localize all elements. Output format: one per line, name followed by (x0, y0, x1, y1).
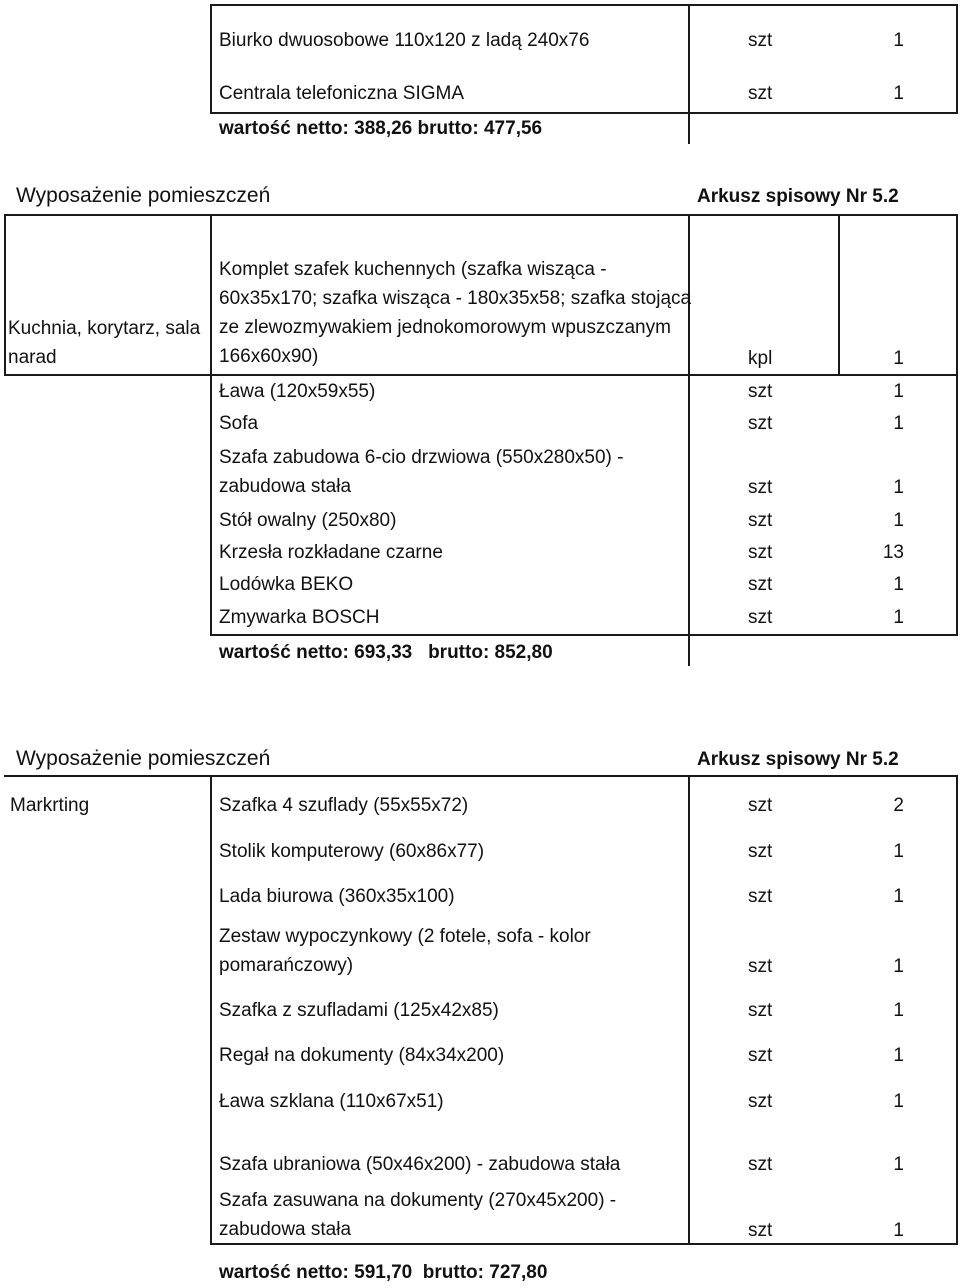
item-unit: szt (748, 1045, 773, 1066)
grid-line (4, 775, 958, 777)
grid-line (210, 4, 958, 6)
item-qty: 1 (893, 477, 904, 498)
item-unit: szt (748, 510, 773, 531)
item-qty: 1 (893, 607, 904, 628)
item-name: Centrala telefoniczna SIGMA (219, 83, 465, 104)
item-unit: szt (748, 381, 773, 402)
item-unit: szt (748, 413, 773, 434)
item-qty: 1 (893, 1091, 904, 1112)
item-name: Zestaw wypoczynkowy (2 fotele, sofa - kolor pomarańczowy) (219, 926, 591, 976)
item-name: Zmywarka BOSCH (219, 607, 380, 628)
item-unit: szt (748, 1091, 773, 1112)
item-qty: 1 (893, 841, 904, 862)
grid-line (210, 634, 958, 636)
item-name: Sofa (219, 413, 259, 434)
item-qty: 1 (893, 574, 904, 595)
item-name: Krzesła rozkładane czarne (219, 542, 443, 563)
item-name: Szafka 4 szuflady (55x55x72) (219, 795, 469, 816)
item-unit: szt (748, 956, 773, 977)
item-name: Ława szklana (110x67x51) (219, 1091, 444, 1112)
item-name: Biurko dwuosobowe 110x120 z ladą 240x76 (219, 30, 590, 51)
room-name: Kuchnia, korytarz, sala narad (8, 318, 201, 368)
item-name: Komplet szafek kuchennych (szafka wisząca - 60x35x170; szafka wisząca - 180x35x58; szafka stojąca ze zlewozmywakiem jednokomorowym wpuszczanym 166x60x90) (219, 259, 692, 367)
item-qty: 1 (893, 956, 904, 977)
sheet-number: Arkusz spisowy Nr 5.2 (697, 186, 899, 207)
item-qty: 1 (893, 348, 904, 369)
item-qty: 1 (893, 1045, 904, 1066)
item-qty: 1 (893, 886, 904, 907)
item-qty: 1 (893, 1220, 904, 1241)
grid-line (210, 214, 212, 636)
item-name: Szafka z szufladami (125x42x85) (219, 1000, 499, 1021)
item-unit: szt (748, 477, 773, 498)
grid-line (4, 214, 958, 216)
item-qty: 13 (882, 542, 904, 563)
item-qty: 1 (893, 1000, 904, 1021)
grid-line (838, 214, 840, 376)
item-unit: szt (748, 83, 773, 104)
grid-line (956, 775, 958, 1245)
item-qty: 1 (893, 381, 904, 402)
item-qty: 1 (893, 1154, 904, 1175)
item-name: Lodówka BEKO (219, 574, 354, 595)
item-unit: szt (748, 30, 773, 51)
item-unit: szt (748, 886, 773, 907)
item-unit: szt (748, 542, 773, 563)
item-name: Regał na dokumenty (84x34x200) (219, 1045, 505, 1066)
item-qty: 1 (893, 413, 904, 434)
item-unit: szt (748, 1154, 773, 1175)
grid-line (4, 214, 6, 376)
section-title: Wyposażenie pomieszczeń (16, 184, 271, 207)
item-unit: szt (748, 574, 773, 595)
grid-line (688, 775, 690, 1245)
item-unit: szt (748, 795, 773, 816)
item-name: Szafa zabudowa 6-cio drzwiowa (550x280x50) - zabudowa stała (219, 447, 624, 497)
item-name: Ława (120x59x55) (219, 381, 376, 402)
section-total: wartość netto: 388,26 brutto: 477,56 (219, 118, 543, 139)
grid-line (4, 374, 958, 376)
item-qty: 1 (893, 30, 904, 51)
grid-line (210, 112, 958, 114)
item-unit: szt (748, 607, 773, 628)
item-name: Stolik komputerowy (60x86x77) (219, 841, 485, 862)
sheet-number: Arkusz spisowy Nr 5.2 (697, 749, 899, 770)
item-name: Lada biurowa (360x35x100) (219, 886, 455, 907)
grid-line (210, 4, 212, 114)
grid-line (210, 775, 212, 1245)
item-unit: szt (748, 1220, 773, 1241)
room-name: Markrting (10, 795, 90, 816)
item-name: Stół owalny (250x80) (219, 510, 397, 531)
grid-line (956, 214, 958, 636)
item-unit: kpl (748, 348, 773, 369)
item-name: Szafa ubraniowa (50x46x200) - zabudowa stała (219, 1154, 621, 1175)
section-title: Wyposażenie pomieszczeń (16, 747, 271, 770)
item-qty: 1 (893, 83, 904, 104)
section-total: wartość netto: 693,33 brutto: 852,80 (219, 642, 553, 663)
item-name: Szafa zasuwana na dokumenty (270x45x200) - zabudowa stała (219, 1190, 617, 1240)
item-qty: 2 (893, 795, 904, 816)
grid-line (956, 4, 958, 114)
section-total: wartość netto: 591,70 brutto: 727,80 (219, 1262, 548, 1283)
item-unit: szt (748, 1000, 773, 1021)
item-qty: 1 (893, 510, 904, 531)
grid-line (688, 4, 690, 144)
item-unit: szt (748, 841, 773, 862)
